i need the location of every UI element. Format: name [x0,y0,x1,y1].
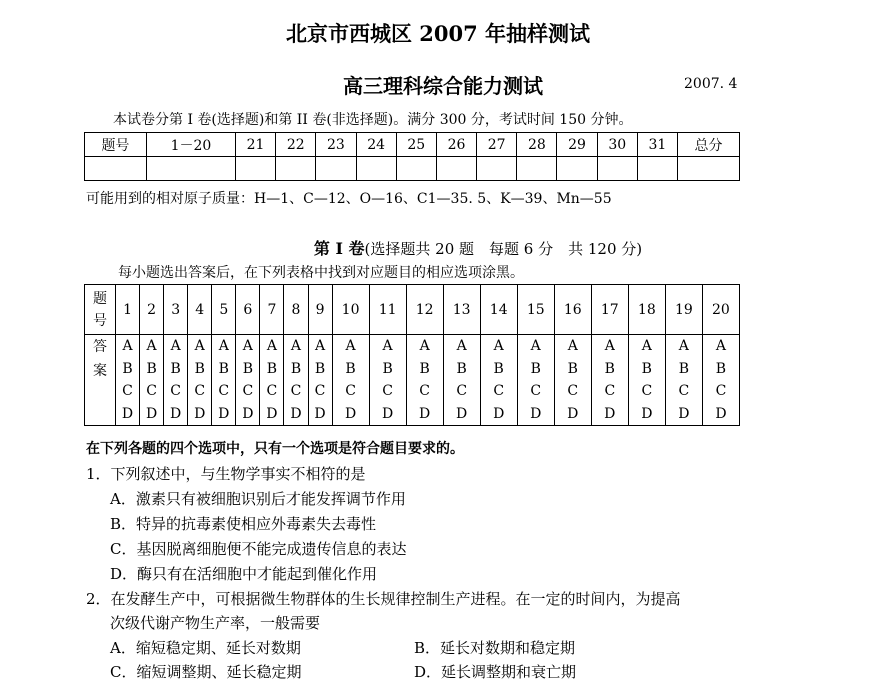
label-char: 题 [93,290,107,307]
score-cell [517,157,557,181]
choice-letter[interactable]: B [122,360,133,377]
score-cell [597,157,637,181]
choice-letter[interactable]: C [382,383,393,399]
choice-letter[interactable]: D [530,405,542,422]
choice-letter[interactable]: D [419,405,431,422]
score-header-cell: 题号 [85,133,147,157]
answer-choice-cell[interactable] [517,335,554,426]
score-header-cell: 1－20 [146,133,235,157]
answer-choice-cell[interactable] [591,335,628,426]
choice-letter[interactable]: A [530,338,541,354]
choice-letter[interactable]: B [345,360,356,377]
question-1-option-d: D．酶只有在活细胞中才能起到催化作用 [110,565,378,583]
choice-letter[interactable]: D [344,405,357,422]
choice-letter[interactable]: B [715,360,727,377]
choice-letter[interactable]: D [266,405,278,422]
choice-letter[interactable]: C [266,383,278,399]
choice-letter[interactable]: B [604,360,615,377]
choice-letter[interactable]: A [146,338,157,354]
choice-letter[interactable]: A [678,338,689,354]
answer-choice-cell[interactable] [480,335,517,426]
score-blank-row [85,157,740,181]
answer-choice-cell[interactable] [702,335,739,426]
score-cell [477,157,517,181]
score-header-cell: 21 [235,133,275,157]
section-title-rest: (选择题共 20 题 每题 6 分 共 120 分) [364,240,643,258]
choice-letter[interactable]: D [715,405,727,422]
answer-choice-cell[interactable] [236,335,260,426]
question-2-option-d: D．延长调整期和衰亡期 [414,663,577,681]
answer-number-cell: 2 [140,285,164,335]
choice-letter[interactable]: C [146,383,157,399]
score-header-cell: 24 [356,133,396,157]
choice-letter[interactable]: D [242,405,254,422]
choice-letter[interactable]: B [678,360,689,377]
answer-number-cell: 15 [517,285,554,335]
label-char: 案 [93,363,107,379]
answer-number-cell: 20 [702,285,739,335]
choice-letter[interactable]: C [194,383,206,399]
choice-letter[interactable]: B [419,360,430,377]
choice-letter[interactable]: A [493,338,504,354]
score-table [84,132,740,181]
answer-number-cell: 4 [188,285,212,335]
answer-number-cell: 8 [284,285,308,335]
answer-table [84,284,740,426]
choice-letter[interactable]: C [170,383,182,399]
section-instruction: 每小题选出答案后，在下列表格中找到对应题目的相应选项涂黑。 [118,265,524,281]
label-char: 号 [93,312,107,329]
answer-choice-cell[interactable] [554,335,591,426]
answer-number-cell: 5 [212,285,236,335]
choice-letter[interactable]: D [381,405,394,422]
choice-letter[interactable]: D [456,405,468,422]
choice-letter[interactable]: A [242,338,253,354]
choice-letter[interactable]: D [218,405,230,422]
score-cell [85,157,147,181]
score-cell [436,157,476,181]
score-header-cell: 总分 [678,133,740,157]
question-2-stem-continued: 次级代谢产物生产率，一般需要 [110,614,321,632]
choice-letter[interactable]: C [122,383,133,399]
answer-choice-cell[interactable] [116,335,140,426]
answer-number-cell: 9 [308,285,332,335]
score-header-row [85,133,740,157]
choice-letter[interactable]: D [678,405,690,422]
choice-letter[interactable]: C [567,383,579,399]
choice-letter[interactable]: A [266,338,277,354]
answer-choice-cell[interactable] [369,335,406,426]
question-1-option-b: B．特异的抗毒素使相应外毒素失去毒性 [110,515,377,533]
answer-choice-row [85,335,740,426]
label-char: 答 [93,339,107,355]
answer-choice-cell[interactable] [260,335,284,426]
score-header-cell: 23 [316,133,356,157]
choice-letter[interactable]: C [419,383,430,399]
score-cell [356,157,396,181]
choice-letter[interactable]: A [382,338,393,354]
answer-number-cell: 12 [406,285,443,335]
question-2-option-a: A．缩短稳定期、延长对数期 [110,639,301,657]
choice-letter[interactable]: C [314,383,326,399]
answer-number-cell: 6 [236,285,260,335]
question-2-stem: 2．在发酵生产中，可根据微生物群体的生长规律控制生产进程。在一定的时间内，为提高 [86,590,681,608]
choice-letter[interactable]: C [242,383,254,399]
choice-letter[interactable]: C [604,383,616,399]
choice-letter[interactable]: C [456,383,468,399]
choice-letter[interactable]: A [419,338,430,354]
score-header-cell: 27 [477,133,517,157]
choice-letter[interactable]: C [218,383,230,399]
choice-letter[interactable]: B [146,360,157,377]
choice-letter[interactable]: B [530,360,541,377]
question-1-option-c: C．基因脱离细胞便不能完成遗传信息的表达 [110,540,407,558]
choice-letter[interactable]: B [290,360,302,377]
answer-row-label-number [85,285,116,335]
choice-letter[interactable]: B [194,360,205,377]
answer-choice-cell[interactable] [332,335,369,426]
choice-letter[interactable]: A [170,338,181,354]
score-header-cell: 22 [276,133,316,157]
answer-choice-cell[interactable] [284,335,308,426]
answer-number-cell: 18 [628,285,665,335]
choice-letter[interactable]: C [290,383,302,399]
exam-date: 2007. 4 [684,76,738,92]
question-2-option-c: C．缩短调整期、延长稳定期 [110,663,302,681]
choice-letter[interactable]: D [493,405,505,422]
choice-letter[interactable]: D [567,405,579,422]
choice-letter[interactable]: A [194,338,205,354]
answer-choice-cell[interactable] [140,335,164,426]
question-1-option-a: A．激素只有被细胞识别后才能发挥调节作用 [110,490,406,508]
choice-letter[interactable]: A [345,338,356,354]
choice-letter[interactable]: D [121,405,134,422]
score-cell [637,157,677,181]
choice-letter[interactable]: D [641,405,653,422]
answer-number-row [85,285,740,335]
score-header-cell: 29 [557,133,597,157]
answer-number-cell: 3 [164,285,188,335]
choice-letter[interactable]: B [170,360,181,377]
answer-number-cell: 1 [116,285,140,335]
score-header-cell: 26 [436,133,476,157]
choice-letter[interactable]: D [314,405,326,422]
choice-letter[interactable]: B [266,360,278,377]
score-cell [396,157,436,181]
answer-choice-cell[interactable] [164,335,188,426]
choice-letter[interactable]: C [493,383,505,399]
score-cell [276,157,316,181]
answer-choice-cell[interactable] [628,335,665,426]
answer-number-cell: 13 [443,285,480,335]
exam-subtitle: 高三理科综合能力测试 [343,74,543,98]
answer-choice-cell[interactable] [406,335,443,426]
choice-letter[interactable]: B [493,360,504,377]
answer-number-cell: 14 [480,285,517,335]
score-header-cell: 25 [396,133,436,157]
choice-letter[interactable]: B [242,360,253,377]
choice-letter[interactable]: B [382,360,393,377]
answer-number-cell: 17 [591,285,628,335]
choice-letter[interactable]: A [604,338,615,354]
exam-title: 北京市西城区 2007 年抽样测试 [285,21,591,46]
choice-letter[interactable]: B [641,360,652,377]
choice-letter[interactable]: D [145,405,158,422]
answer-number-cell: 7 [260,285,284,335]
answer-row-label-choice [85,335,116,426]
choice-letter[interactable]: D [170,405,182,422]
choice-letter[interactable]: B [567,360,578,377]
choice-letter[interactable]: A [122,338,133,354]
choice-letter[interactable]: A [567,338,578,354]
choice-letter[interactable]: A [314,338,326,354]
choice-letter[interactable]: A [715,338,726,354]
choice-letter[interactable]: A [641,338,652,354]
exam-intro: 本试卷分第 I 卷(选择题)和第 II 卷(非选择题)。满分 300 分，考试时间 150 分钟。 [113,112,633,128]
choice-letter[interactable]: C [678,383,690,399]
score-cell [678,157,740,181]
answer-choice-cell[interactable] [212,335,236,426]
atomic-mass-note: 可能用到的相对原子质量：H—1、C—12、O—16、C1—35. 5、K—39、Mn—55 [86,191,612,207]
score-cell [235,157,275,181]
choice-letter[interactable]: C [715,383,727,399]
answer-number-cell: 11 [369,285,406,335]
section-title-bold: 第 I 卷 [313,239,365,258]
choice-letter[interactable]: D [194,405,206,422]
score-cell [557,157,597,181]
answer-choice-cell[interactable] [308,335,332,426]
instruction-note: 在下列各题的四个选项中，只有一个选项是符合题目要求的。 [86,441,464,457]
score-header-cell: 30 [597,133,637,157]
choice-letter[interactable]: A [290,338,302,354]
choice-letter[interactable]: C [345,383,356,399]
choice-letter[interactable]: C [641,383,653,399]
answer-number-cell: 16 [554,285,591,335]
answer-number-cell: 19 [665,285,702,335]
score-cell [146,157,235,181]
question-2-option-b: B．延长对数期和稳定期 [414,639,576,657]
question-1-stem: 1．下列叙述中，与生物学事实不相符的是 [86,465,366,483]
choice-letter[interactable]: A [456,338,467,354]
section-title [0,236,876,259]
choice-letter[interactable]: C [530,383,542,399]
answer-choice-cell[interactable] [188,335,212,426]
score-header-cell: 31 [637,133,677,157]
answer-choice-cell[interactable] [443,335,480,426]
choice-letter[interactable]: B [456,360,467,377]
score-header-cell: 28 [517,133,557,157]
choice-letter[interactable]: D [290,405,302,422]
choice-letter[interactable]: B [218,360,229,377]
score-cell [316,157,356,181]
choice-letter[interactable]: B [314,360,326,377]
choice-letter[interactable]: A [218,338,229,354]
answer-choice-cell[interactable] [665,335,702,426]
answer-number-cell: 10 [332,285,369,335]
choice-letter[interactable]: D [604,405,616,422]
